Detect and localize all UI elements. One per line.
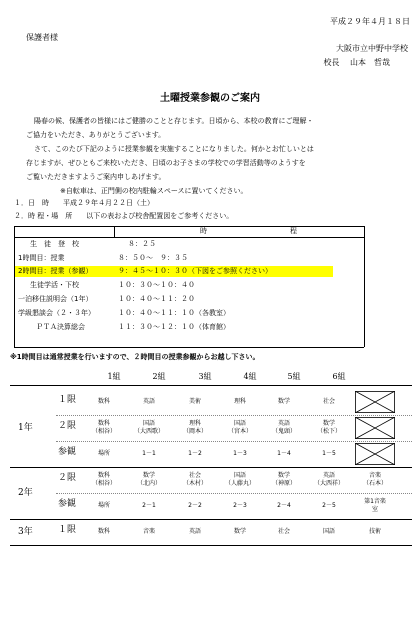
bicycle-note: ※自転車は、正門側の校内駐輪スペースに置いてください。 [60,187,248,195]
row-divider [56,441,412,442]
table-cell: 理科 （岡本） [182,420,207,435]
table-cell: 国語 [322,528,335,535]
table-cell: 英語 [142,398,155,405]
cross-mark-icon [355,443,395,465]
cross-mark-icon [355,417,395,439]
table-cell: 国語 （人藤丸） [224,472,255,487]
table-cell: 1－1 [142,450,156,457]
row-divider [56,493,412,494]
row-label: ２限 [58,473,77,483]
table-cell: 音楽 （石本） [362,472,387,487]
row-divider [56,415,412,416]
schedule-label-arrival: 生 徒 登 校 [30,240,79,248]
item-schedule: ２．時 程・場 所 以下の表および校舎配置図をご参考ください。 [14,212,234,220]
table-cell: 場所 [97,450,110,457]
row-label: １限 [58,395,77,405]
schedule-time-arrival: ８：２５ [128,240,156,248]
schedule-time-pta: １１：３０～１２：１０（体育館） [118,323,230,331]
paragraph-2b: 存じますが、ぜひともご来校いただき、日頃のお子さまの学校での学習活動等のようすを [26,159,306,167]
paragraph-1b: ご協力をいただき、ありがとうございます。 [26,131,166,139]
schedule-header-time: 時 [200,227,207,235]
table-cell: 英語 （大西祥） [313,472,344,487]
schedule-time-dismissal: １０：３０～１０：４０ [118,281,195,289]
grade-label: 2年 [18,488,33,498]
table-cell: 数科 [97,528,110,535]
column-header: 3組 [198,372,212,381]
item-date: １．日 時 平成２９年４月２２日（土） [14,199,154,207]
schedule-label-briefing: 一泊移住説明会（1年） [18,295,93,303]
table-cell: 国語 （宮本） [227,420,252,435]
table-cell: 数科 [97,398,110,405]
table-cell: 1－3 [233,450,247,457]
schedule-label-dismissal: 生徒学活・下校 [30,281,79,289]
schedule-label-pta: ＰＴＡ決算総会 [36,323,85,331]
table-cell: 1－5 [322,450,336,457]
table-cell: 国語 （大西歌） [133,420,164,435]
page-title: 土曜授業参観のご案内 [160,93,260,104]
table-cell: 2－2 [188,502,202,509]
schedule-label-period1: 1時間目：授業 [18,254,65,262]
column-header: 1組 [107,372,121,381]
column-header: 5組 [287,372,301,381]
table-cell: 英語 （鬼頭） [271,420,296,435]
schedule-time-period2: ９：４５～１０：３０（下図をご参照ください） [118,267,272,275]
schedule-time-meeting: １０：４０～１１：１０（各教室） [118,309,230,317]
table-cell: 美術 [188,398,201,405]
grade-divider [10,467,412,468]
grade-label: 3年 [18,527,33,537]
table-cell: 理科 [233,398,246,405]
table-cell: 社会 （木村） [182,472,207,487]
row-label: 参観 [58,499,77,509]
table-cell: 技術 [368,528,381,535]
table-cell: 数学 （北内） [136,472,161,487]
table-cell: 数科 （相谷） [91,420,116,435]
schedule-time-period1: ８：５０～ ９：３５ [118,254,188,262]
table-cell: 2－5 [322,502,336,509]
paragraph-1a: 陽春の候、保護者の皆様にはご健勝のことと存じます。日頃から、本校の教育にご理解・ [34,117,314,125]
row-label: ２限 [58,421,77,431]
table-cell: 1－2 [188,450,202,457]
schedule-label-period2: 2時間目：授業（参観） [18,267,93,275]
table-cell: 2－3 [233,502,247,509]
row-label: １限 [58,525,77,535]
table-cell: 場所 [97,502,110,509]
date: 平成２９年４月１８日 [330,17,410,26]
principal: 校長 山本 哲哉 [323,58,390,67]
table-cell: 数学 [233,528,246,535]
column-header: 4組 [243,372,257,381]
table-cell: 数学 （神原） [271,472,296,487]
table-cell: 2－4 [277,502,291,509]
header-divider [10,385,412,386]
notice: ※1時間目は通常授業を行いますので、２時間目の授業参観からお越し下さい。 [10,353,260,361]
paragraph-2c: ご覧いただきますようご案内申しあげます。 [26,173,166,181]
recipient: 保護者様 [26,33,58,42]
column-header: 6組 [332,372,346,381]
grade-label: 1年 [18,423,33,433]
schedule-header-program: 程 [290,227,297,235]
table-cell: 数学 [277,398,290,405]
table-cell: 2－1 [142,502,156,509]
paragraph-2a: さて、このたび下記のように授業参観を実施することになりました。何かとお忙しいとは [34,145,314,153]
row-label: 参観 [58,447,77,457]
schedule-time-briefing: １０：４０～１１：２０ [118,295,195,303]
table-cell: 英語 [188,528,201,535]
grade-divider [10,545,412,546]
schedule-label-meeting: 学級懇談会（２・３年） [18,309,95,317]
column-header: 2組 [152,372,166,381]
school-name: 大阪市立中野中学校 [336,44,408,53]
table-cell: 第1音楽 室 [364,498,386,513]
table-cell: 1－4 [277,450,291,457]
table-cell: 社会 [322,398,335,405]
table-cell: 数学 （松下） [316,420,341,435]
table-cell: 数科 （相谷） [91,472,116,487]
table-cell: 社会 [277,528,290,535]
cross-mark-icon [355,391,395,413]
table-cell: 音楽 [142,528,155,535]
grade-divider [10,519,412,520]
